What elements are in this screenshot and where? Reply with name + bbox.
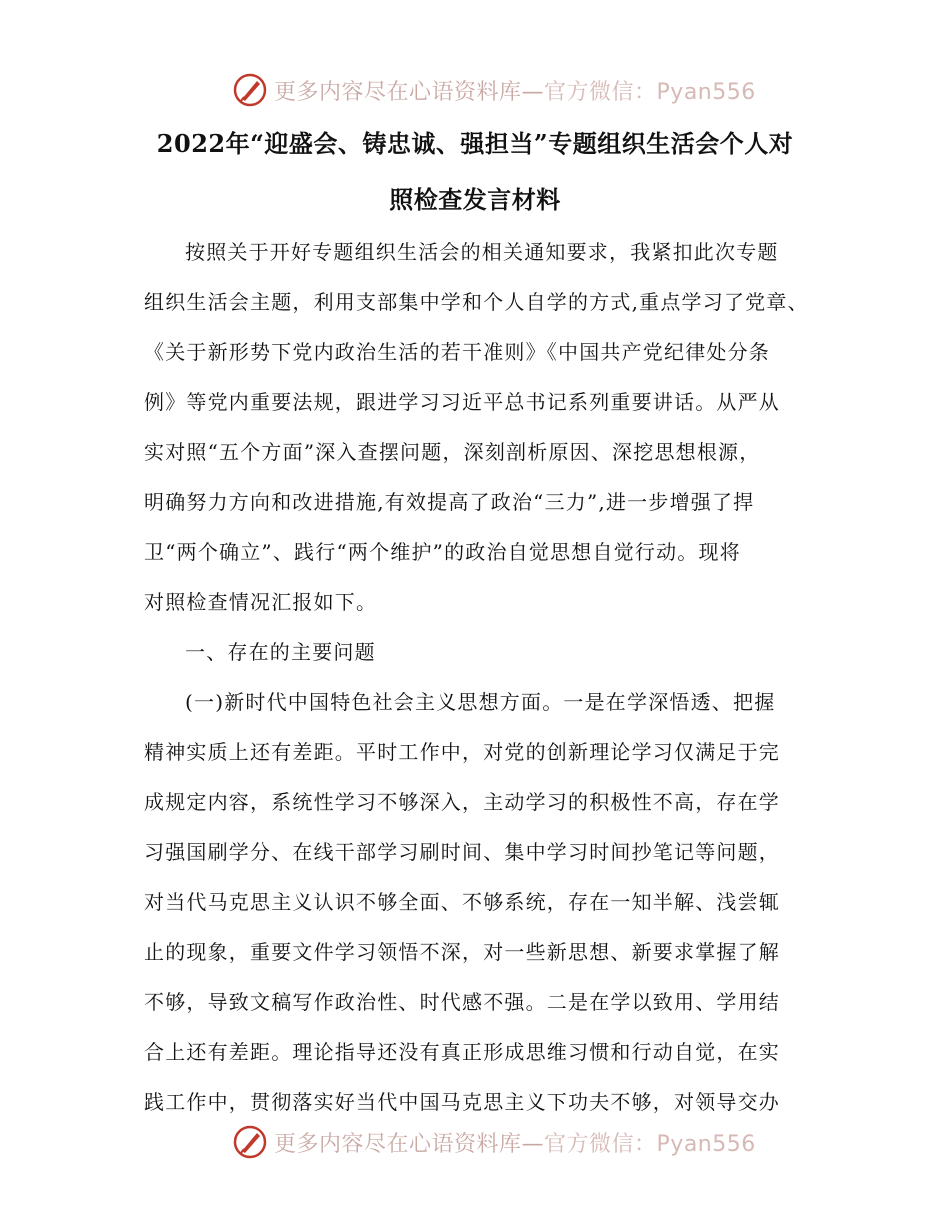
document-title-line-1: 2022年“迎盛会、铸忠诚、强担当”专题组织生活会个人对 [156, 129, 794, 158]
watermark-banner-top [0, 70, 950, 110]
body-line: 对照检查情况汇报如下。 [144, 590, 378, 614]
section-heading: 一、存在的主要问题 [185, 640, 376, 664]
document-title-line-2: 照检查发言材料 [389, 185, 561, 214]
body-line: 精神实质上还有差距。平时工作中，对党的创新理论学习仅满足于完 [144, 740, 780, 764]
body-line: 组织生活会主题，利用支部集中学和个人自学的方式,重点学习了党章、 [144, 290, 809, 314]
body-line: 合上还有差距。理论指导还没有真正形成思维习惯和行动自觉，在实 [144, 1040, 780, 1064]
body-line: 按照关于开好专题组织生活会的相关通知要求，我紧扣此次专题 [185, 240, 779, 264]
body-line: 卫“两个确立”、践行“两个维护”的政治自觉思想自觉行动。现将 [144, 540, 741, 564]
body-line: 明确努力方向和改进措施,有效提高了政治“三力”,进一步增强了捍 [144, 490, 755, 514]
quill-logo-icon [232, 72, 268, 108]
body-line: 《关于新形势下党内政治生活的若干准则》《中国共产党纪律处分条 [144, 340, 770, 364]
body-line: 践工作中，贯彻落实好当代中国马克思主义下功夫不够，对领导交办 [144, 1090, 780, 1114]
body-line: 止的现象，重要文件学习领悟不深，对一些新思想、新要求掌握了解 [144, 940, 780, 964]
watermark-text: 更多内容尽在心语资料库—官方微信：Pyan556 [274, 79, 756, 105]
body-line: 例》等党内重要法规，跟进学习习近平总书记系列重要讲话。从严从 [144, 390, 780, 414]
body-line: 不够，导致文稿写作政治性、时代感不强。二是在学以致用、学用结 [144, 990, 780, 1014]
watermark-text: 更多内容尽在心语资料库—官方微信：Pyan556 [274, 1131, 756, 1157]
body-line: 习强国刷学分、在线干部学习刷时间、集中学习时间抄笔记等问题， [144, 840, 780, 864]
body-line: 对当代马克思主义认识不够全面、不够系统，存在一知半解、浅尝辄 [144, 890, 780, 914]
body-line: 实对照“五个方面”深入查摆问题，深刻剖析原因、深挖思想根源， [144, 440, 761, 464]
body-line: (一)新时代中国特色社会主义思想方面。一是在学深悟透、把握 [185, 690, 776, 714]
watermark-banner-bottom [0, 1122, 950, 1162]
body-line: 成规定内容，系统性学习不够深入，主动学习的积极性不高，存在学 [144, 790, 780, 814]
quill-logo-icon [232, 1124, 268, 1160]
